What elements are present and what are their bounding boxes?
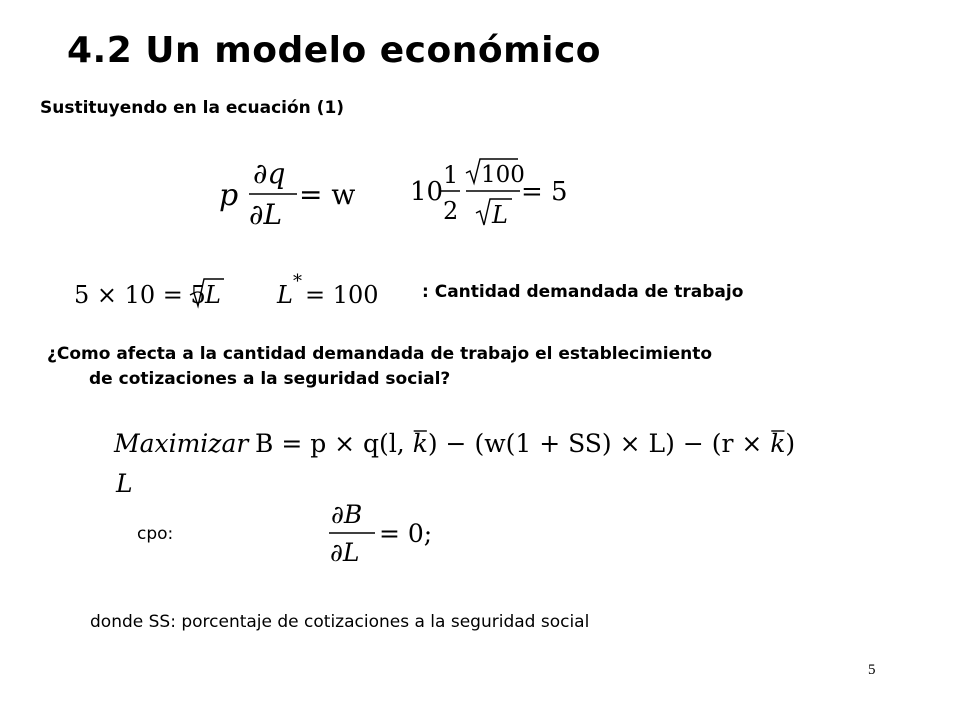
kbar-2: k [770, 429, 786, 458]
equation-marginal-product [215, 150, 356, 235]
result-note: : Cantidad demandada de trabajo [422, 282, 744, 302]
maximize-part-a: B = p × q(l, [255, 429, 413, 458]
question-text [47, 342, 907, 392]
maximize-part-b: ) − (w(1 + SS) × L) − (r × [427, 429, 771, 458]
eq2-root-denominator: L [492, 201, 508, 229]
question-line-2: de cotizaciones a la seguridad social? [89, 369, 451, 389]
eq2-half-denominator: 2 [443, 197, 459, 225]
equation-substitution [408, 155, 568, 235]
foc-rhs: = 0; [379, 519, 433, 548]
eq2-rhs: = 5 [521, 177, 568, 207]
eq4-rhs: = 100 [305, 281, 379, 309]
maximize-word: Maximizar [114, 429, 249, 458]
eq2-coefficient: 10 [410, 177, 444, 207]
equation-result [275, 268, 385, 313]
cpo-label: cpo: [137, 524, 174, 544]
maximize-expression [255, 429, 795, 458]
slide-subtitle: Sustituyendo en la ecuación (1) [40, 98, 345, 118]
eq1-rhs: = w [299, 178, 356, 211]
question-line-1: ¿Como afecta a la cantidad demandada de trabajo el establecimiento [47, 344, 713, 364]
foc-denominator: ∂L [330, 538, 360, 567]
footnote-definition: donde SS: porcentaje de cotizaciones a la seguridad social [90, 612, 590, 632]
slide-title: 4.2 Un modelo económico [67, 30, 602, 71]
eq2-half-numerator: 1 [443, 161, 459, 189]
eq4-superscript: * [293, 271, 302, 292]
equation-maximization [110, 420, 796, 500]
eq1-denominator: ∂L [249, 198, 283, 231]
maximize-variable: L [116, 469, 133, 498]
eq4-lhs: L [277, 281, 293, 309]
eq2-root-numerator: 100 [481, 162, 525, 188]
eq1-numerator: ∂q [253, 157, 286, 190]
eq3-root: L [205, 281, 221, 309]
eq1-p: p [219, 178, 239, 213]
eq3-lhs: 5 × 10 = 5 [74, 281, 206, 309]
foc-numerator: ∂B [331, 500, 363, 529]
equation-first-order-condition [325, 495, 433, 570]
maximize-part-c: ) [785, 429, 796, 458]
kbar-1: k [412, 429, 428, 458]
page-number: 5 [868, 662, 876, 678]
equation-simplified [72, 273, 232, 313]
